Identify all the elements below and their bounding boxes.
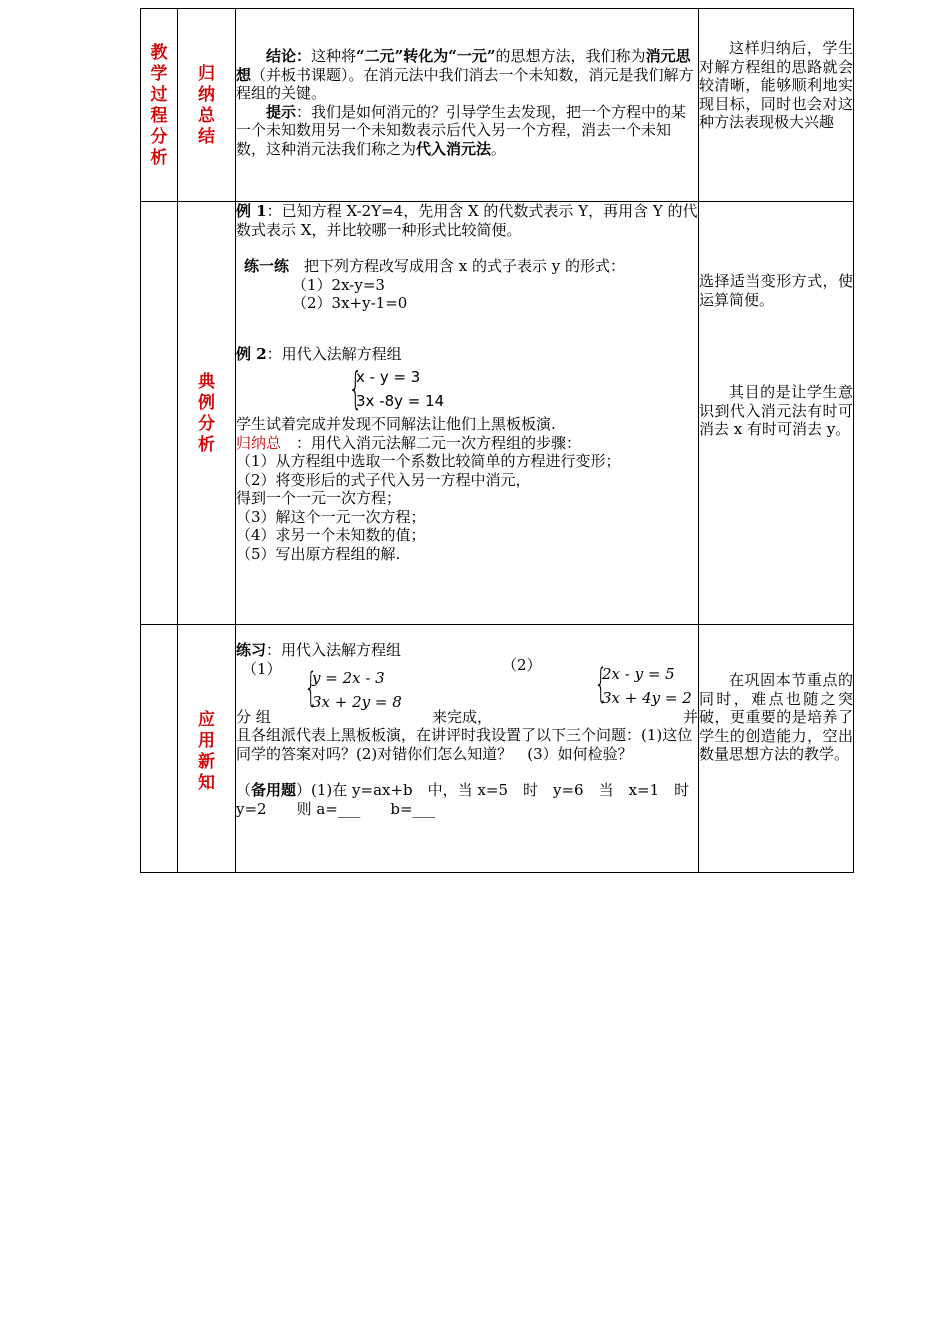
examples-note — [699, 202, 854, 625]
examples-content — [236, 202, 699, 625]
sys1 — [302, 666, 434, 714]
spare-question — [236, 781, 698, 818]
hint-lead: 提示 — [266, 102, 297, 121]
exercise-systems — [236, 655, 698, 714]
practice-lead: 练一练 — [244, 257, 290, 275]
sys2-num: （2） — [502, 655, 542, 674]
conclusion-bold-b: 消元思想 — [236, 47, 691, 84]
row-label-cell — [178, 9, 236, 202]
conclusion-text-b: 的思想方法，我们称为 — [495, 47, 646, 65]
section-label: 教学过程分析 — [150, 43, 168, 168]
example-2-eq2: 3x -8y = 14 — [356, 392, 445, 410]
sys2 — [592, 662, 692, 714]
summary-content — [236, 9, 699, 202]
step-2-cont: 得到一个一元一次方程； — [236, 489, 402, 507]
hint-text: ：我们是如何消元的？引导学生去发现，把一个方程中的某一个未知数用另一个未知数表示后代入另一个方程，消去一个未知数，这种消元法我们称之为 — [236, 102, 687, 158]
practice-text: 把下列方程改写成用含 x 的式子表示 y 的形式： — [289, 257, 626, 275]
row-label-cell-3 — [178, 625, 236, 873]
examples-note-1: 选择适当变形方式，使运算简便。 — [699, 272, 853, 309]
summary-steps-intro — [236, 434, 698, 453]
row-summary — [141, 9, 854, 202]
practice-intro — [236, 257, 698, 276]
group-text: 且各组派代表上黑板板演，在讲评时我设置了以下三个问题：(1)这位同学的答案对吗？(2)对错你们怎么知道？ (3）如何检验？ — [236, 726, 693, 763]
summary-text: ：用代入消元法解二元一次方程组的步骤： — [281, 433, 582, 452]
hint-end: 。 — [491, 139, 507, 158]
conclusion-text-a: 这种将 — [311, 47, 357, 65]
lesson-table — [140, 8, 854, 873]
group-c: 并 — [682, 707, 698, 726]
example-1 — [236, 202, 698, 239]
row-examples — [141, 202, 854, 625]
spare-open: （ — [236, 781, 252, 799]
application-note — [699, 625, 854, 873]
row-label-summary: 归纳总结 — [198, 64, 215, 147]
row-label-application: 应用新知 — [198, 710, 215, 793]
spare-text: ）(1)在 y=ax+b 中，当 x=5 时 y=6 当 x=1 时 y=2 则 a=___ b=___ — [236, 781, 690, 818]
brace-icon: { — [348, 363, 363, 414]
exercise-text: ：用代入法解方程组 — [266, 641, 402, 659]
practice-item-2: （2）3x+y-1=0 — [292, 294, 408, 312]
application-note-text: 在巩固本节重点的同时，难点也随之突破，更重要的是培养了学生的创造能力，空出数量思想方法的教学。 — [699, 671, 853, 763]
conclusion-paragraph — [236, 47, 698, 103]
summary-lead: 归纳总 — [236, 433, 282, 452]
application-content — [236, 625, 699, 873]
step-2: （2）将变形后的式子代入另一方程中消元， — [236, 470, 531, 489]
practice-item-1: （1）2x-y=3 — [292, 275, 385, 294]
exercise-lead: 练习 — [236, 641, 267, 659]
section-label-blank-2 — [141, 625, 178, 873]
board-text: 学生试着完成并发现不同解法让他们上黑板板演. — [236, 415, 556, 433]
brace-icon-2: { — [304, 664, 318, 711]
spare-lead: 备用题 — [251, 781, 297, 799]
summary-note-text: 这样归纳后，学生对解方程组的思路就会较清晰，能够顺利地实现目标，同时也会对这种方法表现极大兴趣 — [699, 39, 853, 131]
brace-icon-3: { — [594, 660, 608, 707]
row-label-cell-2 — [178, 202, 236, 625]
group-b: 来完成， — [432, 707, 493, 726]
group-a: 分 组 — [236, 707, 271, 726]
sys1-eq1: y = 2x - 3 — [312, 668, 385, 687]
examples-note-2: 其目的是让学生意识到代入消元法有时可消去 x 有时可消去 y。 — [699, 383, 853, 438]
example-2-system — [346, 365, 698, 413]
step-5: （5）写出原方程组的解. — [236, 544, 401, 563]
section-label-blank — [141, 202, 178, 625]
sys2-eq1: 2x - y = 5 — [602, 664, 675, 683]
section-label-cell — [141, 9, 178, 202]
step-3: （3）解这个一元一次方程； — [236, 507, 426, 526]
hint-bold: 代入消元法 — [416, 139, 492, 158]
example-2 — [236, 345, 698, 364]
step-1: （1）从方程组中选取一个系数比较简单的方程进行变形； — [236, 452, 621, 470]
sys1-num: （1） — [242, 659, 282, 678]
sys2-eq2: 3x + 4y = 2 — [602, 688, 692, 707]
example-1-lead: 例 1 — [236, 202, 267, 220]
summary-note — [699, 9, 854, 202]
hint-paragraph — [236, 103, 698, 159]
row-label-examples: 典例分析 — [198, 372, 215, 455]
example-2-eq1: x - y = 3 — [356, 368, 421, 386]
conclusion-bold-a: “二元”转化为“一元” — [356, 47, 496, 65]
row-application — [141, 625, 854, 873]
sys1-eq2: 3x + 2y = 8 — [312, 692, 402, 711]
example-2-text: ：用代入法解方程组 — [266, 344, 402, 363]
conclusion-lead: 结论： — [266, 47, 312, 65]
step-4: （4）求另一个未知数的值； — [236, 526, 426, 544]
example-2-lead: 例 2 — [236, 344, 267, 363]
conclusion-text-c: （并板书课题）。在消元法中我们消去一个未知数，消元是我们解方程组的关键。 — [236, 65, 694, 102]
example-1-text: ：已知方程 X-2Y=4，先用含 X 的代数式表示 Y，再用含 Y 的代数式表示 X，并比较哪一种形式比较简便。 — [236, 202, 698, 239]
